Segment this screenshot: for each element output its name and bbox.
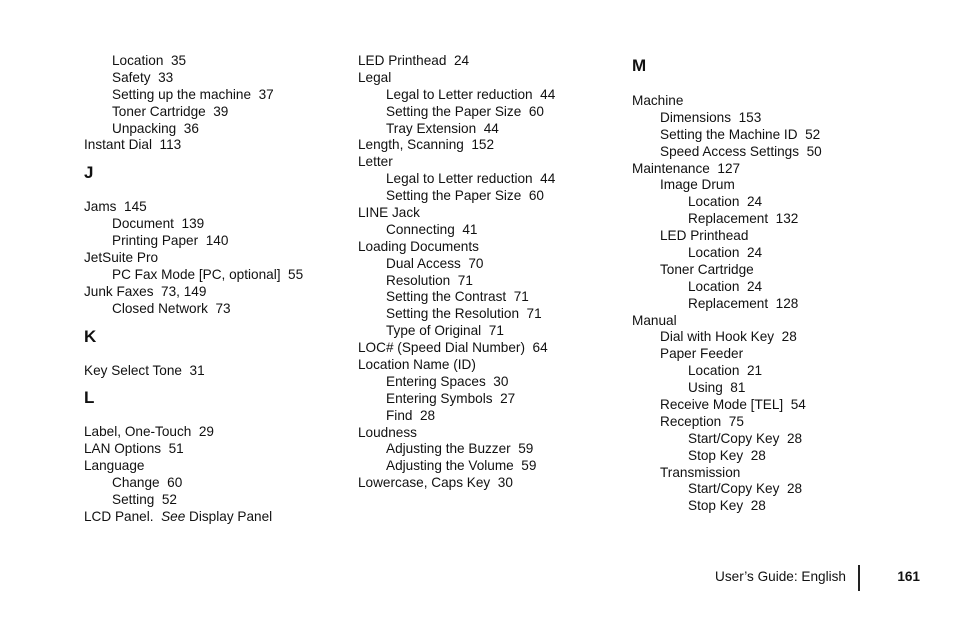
index-section-letter: M [632, 56, 647, 75]
page-footer [620, 568, 930, 590]
index-subentry: Setting 52 [112, 492, 177, 508]
index-subentry: Dial with Hook Key 28 [660, 329, 797, 345]
index-subentry: Setting up the machine 37 [112, 86, 274, 102]
index-column-1 [84, 53, 349, 526]
index-entry: LAN Options 51 [84, 441, 184, 457]
index-column-2 [358, 53, 623, 492]
index-entry: Jams 145 [84, 199, 147, 215]
index-subentry: Closed Network 73 [112, 300, 231, 316]
index-section-letter: J [84, 163, 94, 183]
index-subentry: Stop Key 28 [688, 447, 766, 463]
index-subentry: Location 24 [688, 245, 763, 261]
index-subentry: Location 24 [688, 278, 763, 294]
index-subentry: Location 21 [688, 363, 763, 379]
index-subentry: Legal to Letter reduction 44 [386, 171, 556, 187]
index-subentry: Image Drum [660, 177, 735, 193]
index-section-letter: L [84, 388, 95, 408]
see-target: Display Panel [185, 508, 273, 524]
index-entry: Language [84, 458, 145, 474]
index-entry: Legal [358, 69, 392, 85]
index-entry: Letter [358, 154, 393, 170]
index-subentry: Start/Copy Key 28 [688, 430, 803, 446]
index-entry: Location Name (ID) [358, 357, 476, 373]
index-entry: Label, One-Touch 29 [84, 424, 214, 440]
index-subentry: Start/Copy Key 28 [688, 481, 803, 497]
index-entry [84, 509, 349, 526]
index-subentry: Transmission [660, 464, 741, 480]
index-entry: Junk Faxes 73, 149 [84, 283, 207, 299]
index-subentry: Setting the Machine ID 52 [660, 126, 821, 142]
index-entry: Loudness [358, 424, 417, 440]
index-column-3 [632, 53, 897, 515]
index-subentry: Location 24 [688, 194, 763, 210]
index-subentry: Resolution 71 [386, 272, 473, 288]
index-subentry: Change 60 [112, 475, 183, 491]
index-entry: Length, Scanning 152 [358, 137, 495, 153]
index-subentry: Type of Original 71 [386, 323, 504, 339]
index-subentry: Using 81 [688, 380, 746, 396]
page-number: 161 [897, 569, 920, 584]
index-subentry: Dual Access 70 [386, 255, 484, 271]
index-entry: Loading Documents [358, 238, 479, 254]
index-subentry: Stop Key 28 [688, 498, 766, 514]
index-subentry: Location 35 [112, 53, 187, 68]
index-entry: LOC# (Speed Dial Number) 64 [358, 340, 548, 356]
index-subentry: Connecting 41 [386, 221, 478, 237]
index-subentry: Adjusting the Buzzer 59 [386, 441, 534, 457]
footer-divider [858, 565, 860, 591]
index-subentry: Entering Spaces 30 [386, 373, 509, 389]
index-section-letter: K [84, 326, 97, 346]
index-subentry: Setting the Contrast 71 [386, 289, 529, 305]
index-subentry: Adjusting the Volume 59 [386, 458, 537, 474]
index-subentry: Find 28 [386, 407, 436, 423]
index-entry: Maintenance 127 [632, 160, 741, 176]
index-subentry: Printing Paper 140 [112, 233, 229, 249]
index-entry: LED Printhead 24 [358, 53, 470, 68]
index-subentry: Dimensions 153 [660, 109, 762, 125]
index-subentry: Legal to Letter reduction 44 [386, 86, 556, 102]
entry-text: LCD Panel. [84, 508, 162, 524]
index-subentry: Toner Cartridge 39 [112, 103, 229, 119]
index-subentry: Unpacking 36 [112, 120, 199, 136]
index-entry: Machine [632, 93, 684, 108]
index-entry: Instant Dial 113 [84, 137, 182, 153]
index-entry: Lowercase, Caps Key 30 [358, 475, 513, 491]
index-subentry: Tray Extension 44 [386, 120, 499, 136]
index-subentry: PC Fax Mode [PC, optional] 55 [112, 266, 304, 282]
index-subentry: Speed Access Settings 50 [660, 143, 822, 159]
index-subentry: Replacement 128 [688, 295, 799, 311]
index-subentry: Replacement 132 [688, 211, 799, 227]
index-entry: LINE Jack [358, 205, 420, 221]
see-reference: See [161, 508, 186, 524]
index-subentry: Receive Mode [TEL] 54 [660, 397, 806, 413]
index-subentry: Entering Symbols 27 [386, 390, 516, 406]
index-subentry: Toner Cartridge [660, 261, 754, 277]
index-subentry: Safety 33 [112, 69, 174, 85]
index-subentry: Setting the Resolution 71 [386, 306, 542, 322]
index-subentry: Setting the Paper Size 60 [386, 103, 544, 119]
index-entry: Manual [632, 312, 677, 328]
index-subentry: Paper Feeder [660, 346, 744, 362]
index-subentry: Reception 75 [660, 413, 744, 429]
index-entry: JetSuite Pro [84, 250, 159, 266]
index-subentry: LED Printhead [660, 228, 749, 244]
index-subentry: Document 139 [112, 216, 205, 232]
index-subentry: Setting the Paper Size 60 [386, 188, 544, 204]
index-entry: Key Select Tone 31 [84, 362, 205, 378]
footer-guide-label: User’s Guide: English [715, 569, 846, 584]
